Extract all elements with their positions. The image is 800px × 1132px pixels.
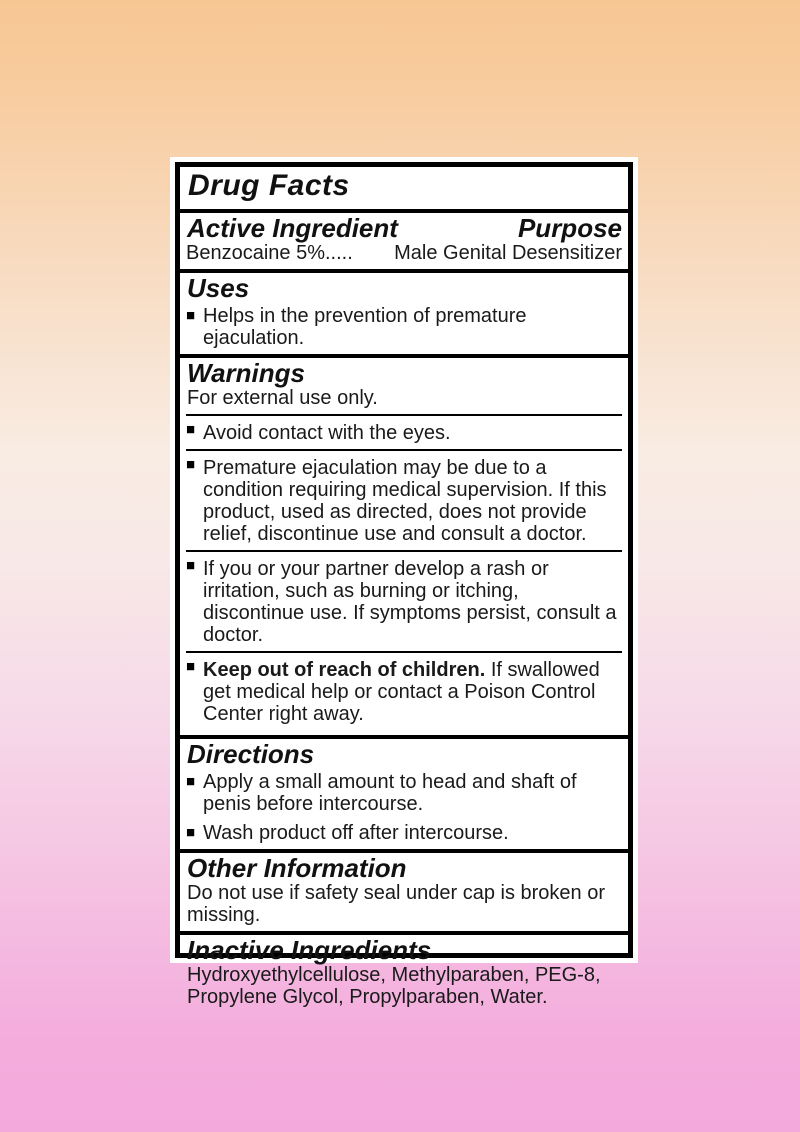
other-information-section: [180, 849, 628, 931]
title-section: [180, 167, 628, 209]
bullet-square-icon: ■: [186, 557, 196, 574]
inactive-ingredients-text: Hydroxyethylcellulose, Methylparaben, PEG-8, Propylene Glycol, Propylparaben, Water.: [187, 964, 601, 1008]
inactive-ingredients-heading: Inactive Ingredients: [187, 935, 432, 965]
active-ingredient-value-row: [186, 242, 622, 264]
bullet-square-icon: ■: [186, 421, 196, 438]
other-information-heading: Other Information: [187, 853, 407, 883]
warning-premature-ejaculation: [186, 454, 622, 552]
purpose-heading: Purpose: [517, 213, 622, 243]
warning-rash-irritation-text: If you or your partner develop a rash or irritation, such as burning or itching, discontinue use. If symptoms persist, consult a doctor.: [203, 558, 617, 646]
warning-avoid-eyes: [186, 419, 622, 451]
drug-facts-title: Drug Facts: [188, 169, 350, 202]
uses-bullet: [186, 305, 622, 349]
uses-bullet-text: Helps in the prevention of premature ejaculation.: [203, 305, 527, 349]
keep-out-bold-text: Keep out of reach of children.: [203, 659, 486, 681]
warning-avoid-eyes-text: Avoid contact with the eyes.: [203, 422, 451, 444]
drug-facts-label-border: [175, 162, 633, 1008]
bullet-square-icon: ■: [186, 824, 196, 841]
keep-out-rest-text: If swallowed get medical help or contact a Poison Control Center right away.: [203, 659, 600, 725]
warning-premature-ejaculation-text: Premature ejaculation may be due to a condition requiring medical supervision. If this product, used as directed, does not provide relief, discontinue use and consult a doctor.: [203, 457, 607, 545]
drug-facts-label: [170, 157, 638, 1008]
bullet-square-icon: ■: [186, 658, 196, 675]
warnings-section: [180, 354, 628, 735]
directions-section: [180, 735, 628, 849]
bullet-square-icon: ■: [186, 456, 196, 473]
warning-keep-out-text: [203, 659, 600, 725]
direction-apply: [186, 771, 622, 815]
inactive-ingredients-section: [180, 931, 628, 1013]
directions-heading: Directions: [187, 739, 315, 769]
warning-keep-out-of-reach: [186, 656, 622, 730]
direction-wash-text: Wash product off after intercourse.: [203, 822, 509, 844]
bullet-square-icon: ■: [186, 773, 196, 790]
direction-apply-text: Apply a small amount to head and shaft of penis before intercourse.: [203, 771, 577, 815]
bullet-square-icon: ■: [186, 307, 196, 324]
ingredient-name: Benzocaine 5%.....: [186, 242, 353, 264]
direction-wash: [186, 822, 622, 844]
uses-heading: Uses: [187, 273, 250, 303]
active-ingredient-section: [180, 209, 628, 269]
warnings-heading: Warnings: [187, 358, 305, 388]
warning-rash-irritation: [186, 555, 622, 653]
uses-section: [180, 269, 628, 354]
active-ingredient-header-row: [186, 214, 622, 242]
active-ingredient-heading: Active Ingredient: [187, 213, 398, 243]
warning-external-use: For external use only.: [186, 387, 622, 416]
purpose-value: Male Genital Desensitizer: [394, 242, 622, 264]
other-information-text: Do not use if safety seal under cap is broken or missing.: [187, 882, 606, 926]
